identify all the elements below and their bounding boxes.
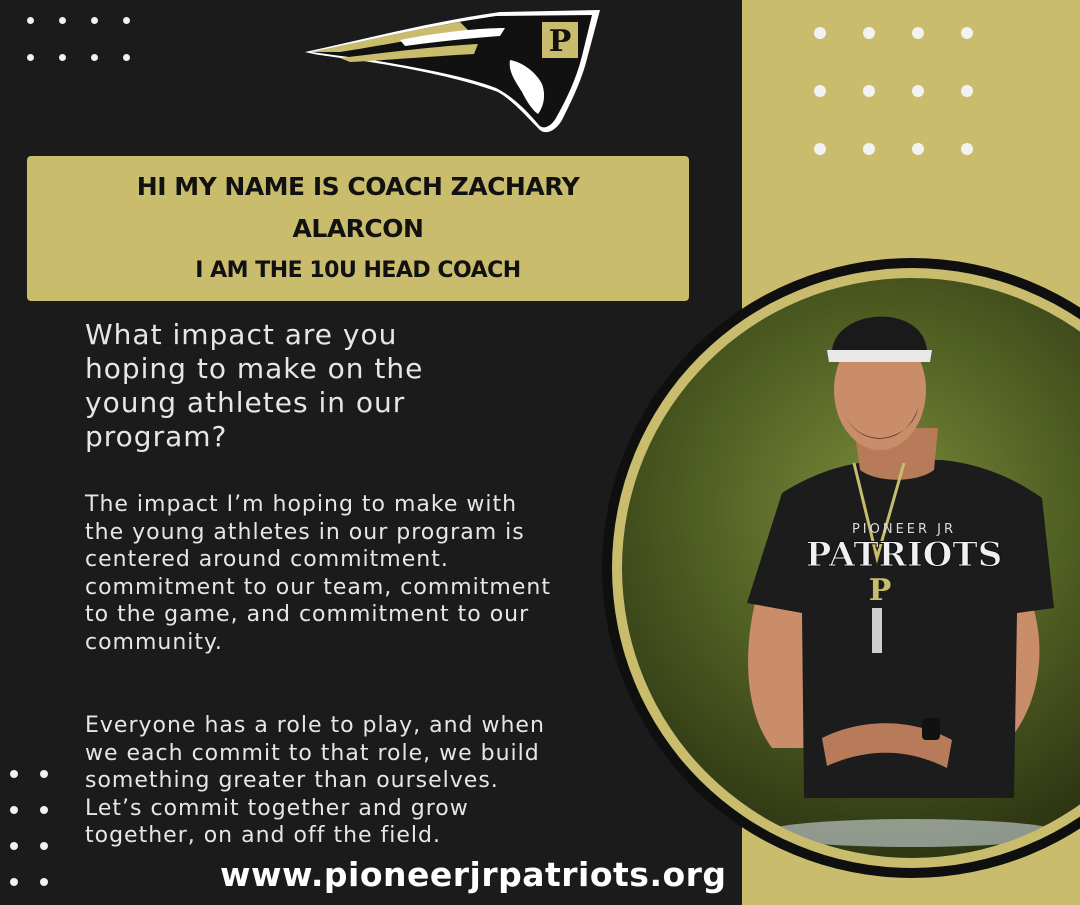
logo-letter: P: [548, 24, 572, 59]
answer-paragraph-2: Everyone has a role to play, and when we each commit to that role, we build something greater than ourselves. Let’s commit together and grow together, on and off the field.: [85, 713, 545, 848]
decorative-dots-top-left: [27, 17, 130, 61]
shirt-top-text: PIONEER JR: [851, 522, 957, 537]
banner-line-3: I AM THE 10U HEAD COACH: [195, 257, 521, 283]
coach-figure-illustration: [622, 278, 1080, 858]
banner-line-2: ALARCON: [292, 213, 424, 243]
decorative-dots-top-right: [814, 27, 973, 155]
patriot-head-logo-icon: [300, 0, 605, 140]
website-url: www.pioneerjrpatriots.org: [220, 855, 727, 894]
question-heading: What impact are you hoping to make on the young athletes in our program?: [85, 318, 424, 453]
banner-line-1: HI MY NAME IS COACH ZACHARY: [136, 171, 580, 201]
decorative-dots-bottom-left: [10, 770, 48, 886]
shirt-main-text: PATRIOTS: [805, 535, 1003, 575]
coach-photo: [622, 278, 1080, 858]
coach-name-banner: [27, 156, 689, 301]
shirt-letter: P: [868, 573, 892, 608]
answer-paragraph-1: The impact I’m hoping to make with the young athletes in our program is centered around commitment. commitment to our team, commitment to the game, and commitment to our community.: [85, 492, 551, 655]
